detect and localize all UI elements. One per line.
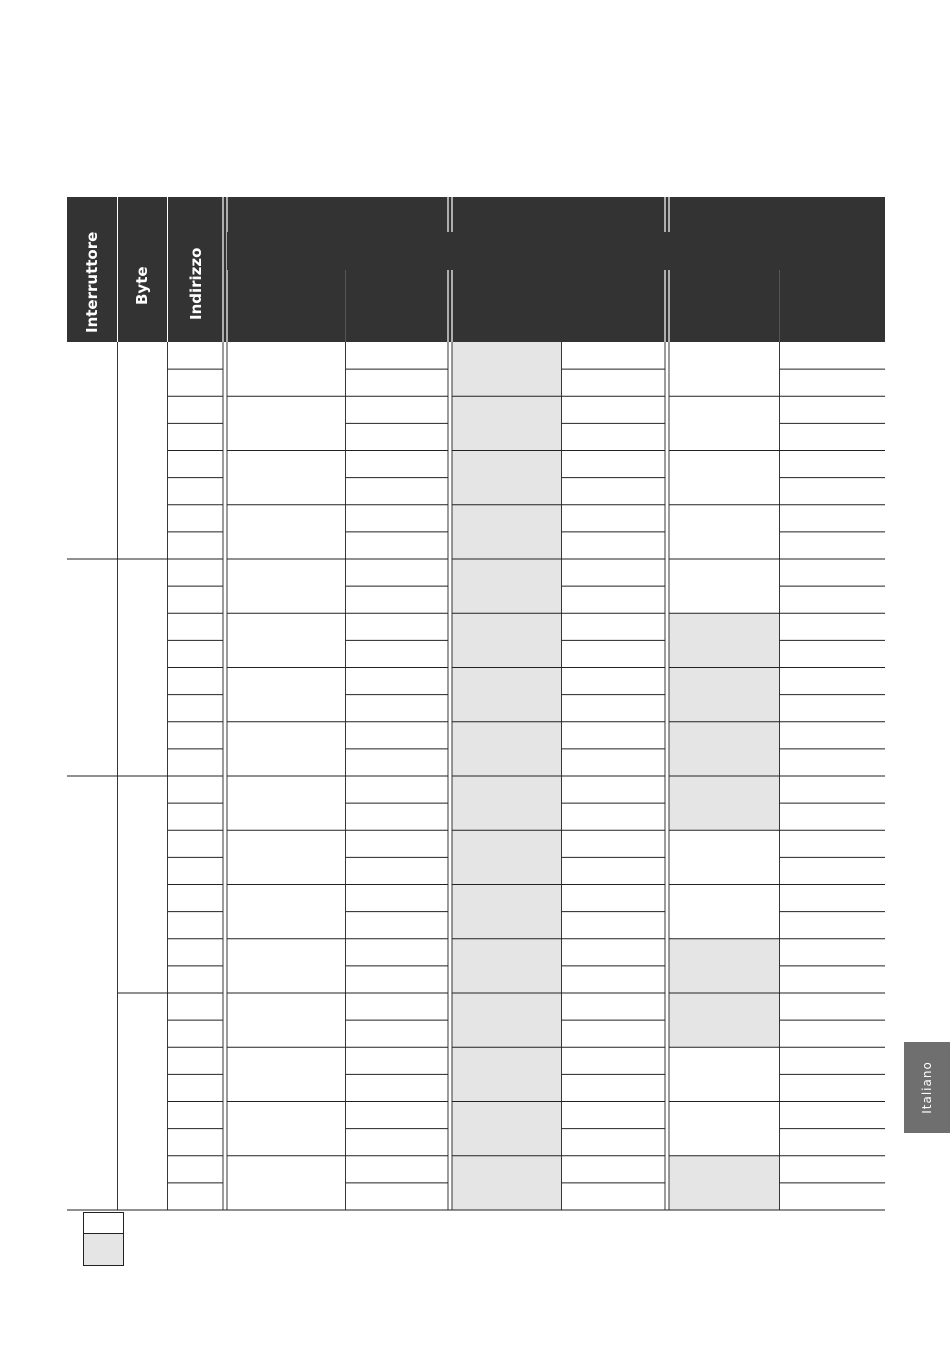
shaded-cell: [452, 396, 562, 450]
shaded-cell: [452, 451, 562, 505]
header-byte: Byte: [133, 266, 151, 305]
shaded-cell: [452, 1156, 562, 1210]
language-tab-label: Italiano: [920, 1061, 934, 1114]
shaded-cell: [452, 342, 562, 396]
shaded-cell: [669, 993, 780, 1047]
shaded-cell: [452, 1047, 562, 1101]
shaded-cell: [669, 939, 780, 993]
legend-grey-swatch: [84, 1234, 124, 1266]
shaded-cell: [669, 776, 780, 830]
shaded-cell: [452, 1102, 562, 1156]
shaded-cell: [669, 668, 780, 722]
language-tab[interactable]: [904, 1042, 950, 1133]
shaded-cell: [452, 993, 562, 1047]
header-band-gap: [227, 232, 885, 270]
shaded-cell: [452, 939, 562, 993]
legend-white-swatch: [84, 1213, 124, 1234]
header-switch: Interruttore: [83, 231, 101, 333]
shaded-cell: [669, 613, 780, 667]
shaded-cell: [669, 1156, 780, 1210]
header-address: Indirizzo: [187, 247, 205, 320]
shaded-cell: [452, 776, 562, 830]
shaded-cell: [452, 830, 562, 884]
shaded-cell: [452, 505, 562, 559]
shaded-cell: [452, 722, 562, 776]
legend: [84, 1213, 124, 1266]
shaded-cell: [669, 722, 780, 776]
shaded-cell: [452, 885, 562, 939]
table-header: [67, 197, 885, 342]
shaded-cell: [452, 668, 562, 722]
shaded-cell: [452, 613, 562, 667]
shaded-cell: [452, 559, 562, 613]
